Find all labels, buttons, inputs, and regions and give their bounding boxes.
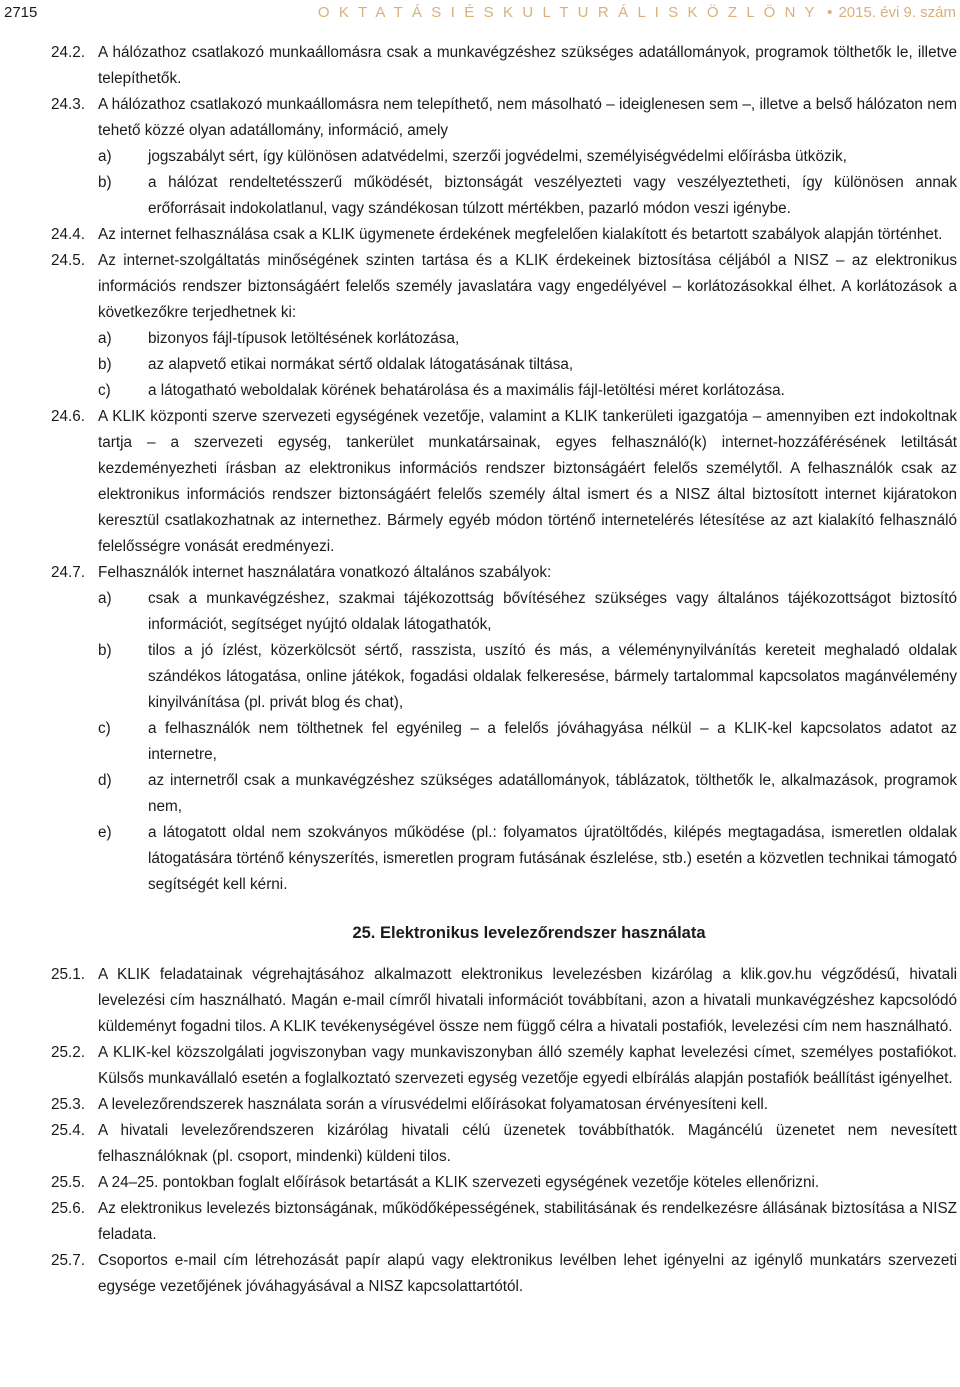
paragraph-24-4 [0,222,960,248]
list-item-label: a) [98,148,112,165]
paragraph-25-2 [0,1040,960,1092]
paragraph-25-3 [0,1092,960,1118]
paragraph-number: 25.7. [51,1252,86,1269]
list-item-text: tilos a jó ízlést, közerkölcsöt sértő, rasszista, uszító és más, a véleménynyilvánítás kereteit meghaladó oldalak szándékos látogatása, online játékok, fogadási oldalak felkeresése, bármely tartalommal kapcsolatos magánvélemény kinyilvánítása (pl. privát blog és chat), [148,642,957,711]
paragraph-24-7 [0,560,960,586]
list-item-text: a látogatható weboldalak körének behatárolása és a maximális fájl-letöltési méret korlátozása. [148,382,785,399]
paragraph-number: 25.3. [51,1096,86,1113]
paragraph-number: 25.1. [51,966,86,983]
list-item-text: az internetről csak a munkavégzéshez szükséges adatállományok, táblázatok, tölthetők le, alkalmazások, programok nem, [148,772,957,815]
paragraph-number: 25.6. [51,1200,86,1217]
list-item [0,638,960,716]
section-heading: 25. Elektronikus levelezőrendszer használata [352,924,706,942]
list-item [0,820,960,898]
paragraph-text: A KLIK-kel közszolgálati jogviszonyban vagy munkaviszonyban álló személy kaphat levelezési címet, személyes postafiókot. Külsős munkavállaló esetén a foglalkoztató szervezeti egység vezetője egyedi elbírálás alapján postafiók beállítást igényelhet. [98,1044,957,1087]
list-item-text: a felhasználók nem tölthetnek fel egyénileg – a felelős jóváhagyása nélkül – a KLIK-kel kapcsolatos adatot az internetre, [148,720,957,763]
list-item-label: d) [98,772,112,789]
paragraph-number: 24.2. [51,44,86,61]
paragraph-text: Az internet felhasználása csak a KLIK ügymenete érdekének megfelelően kialakított és betartott szabályok alapján történhet. [98,226,943,243]
list-item-text: az alapvető etikai normákat sértő oldalak látogatásának tiltása, [148,356,574,373]
list-item-label: e) [98,824,112,841]
list-item-text: bizonyos fájl-típusok letöltésének korlátozása, [148,330,460,347]
list-item [0,586,960,638]
journal-name: O K T A T Á S I É S K U L T U R Á L I S K Ö Z L Ö N Y [317,4,818,21]
paragraph-25-6 [0,1196,960,1248]
page-header [0,0,960,30]
list-item [0,144,960,170]
header-separator: • [827,4,833,21]
paragraph-25-1 [0,962,960,1040]
paragraph-text: Felhasználók internet használatára vonatkozó általános szabályok: [98,564,552,581]
paragraph-text: A KLIK feladatainak végrehajtásához alkalmazott elektronikus levelezésben kizárólag a klik.gov.hu végződésű, hivatali levelezési cím használható. Magán e-mail címről hivatali információt továbbítani, azon a hivatali munkavégzéshez kapcsolódó küldeményt fogadni tilos. A KLIK tevékenységével össze nem függő célra a hivatali postafiók, levelezési cím nem használható. [98,966,957,1035]
paragraph-text: A levelezőrendszerek használata során a vírusvédelmi előírásokat folyamatosan érvényesíteni kell. [98,1096,769,1113]
paragraph-text: Az internet-szolgáltatás minőségének szinten tartása és a KLIK érdekeinek biztosítása céljából a NISZ – az elektronikus információs rendszer biztonságáért felelős személy javaslatára vagy engedélyével – korlátozásokkal élhet. A korlátozások a következőkre terjedhetnek ki: [98,252,957,321]
list-item-text: a látogatott oldal nem szokványos működése (pl.: folyamatos újratöltődés, kilépés megtagadása, ismeretlen oldalak látogatására történő kényszerítés, ismeretlen program futásának észlelése, stb.) esetén a közvetlen technikai támogató segítségét kell kérni. [148,824,957,893]
paragraph-text: Az elektronikus levelezés biztonságának, működőképességének, stabilitásának és rendelkezésre állásának biztosítása a NISZ feladata. [98,1200,957,1243]
paragraph-24-2 [0,40,960,92]
issue-label: 2015. évi 9. szám [838,4,956,21]
document-body [0,40,960,1300]
list-item [0,326,960,352]
paragraph-number: 24.4. [51,226,86,243]
paragraph-number: 24.5. [51,252,86,269]
paragraph-24-5 [0,248,960,326]
paragraph-number: 25.2. [51,1044,86,1061]
paragraph-text: A hálózathoz csatlakozó munkaállomásra csak a munkavégzéshez szükséges adatállományok, programok tölthetők le, illetve telepíthetők. [98,44,957,87]
paragraph-text: Csoportos e-mail cím létrehozását papír alapú vagy elektronikus levélben lehet igényelni az igénylő munkatárs szervezeti egysége vezetőjének jóváhagyásával a NISZ kapcsolattartótól. [98,1252,957,1295]
list-item [0,716,960,768]
list-item-label: c) [98,720,111,737]
journal-title [318,0,956,26]
paragraph-24-6 [0,404,960,560]
paragraph-number: 24.3. [51,96,86,113]
list-item-label: b) [98,642,112,659]
list-item-label: a) [98,590,112,607]
paragraph-25-4 [0,1118,960,1170]
paragraph-text: A hivatali levelezőrendszeren kizárólag hivatali célú üzenetek továbbíthatók. Magáncélú üzenetet nem nevesített felhasználóknak (pl. csoport, mindenki) küldeni tilos. [98,1122,957,1165]
list-item [0,352,960,378]
page-number: 2715 [4,4,38,21]
paragraph-number: 24.7. [51,564,86,581]
paragraph-number: 25.4. [51,1122,86,1139]
paragraph-text: A KLIK központi szerve szervezeti egységének vezetője, valamint a KLIK tankerületi igazgatója – amennyiben ezt indokoltnak tartja – a szervezeti egység, tankerület munkatársainak, egyes felhasználó(k) internet-hozzáférésének letiltását kezdeményezheti írásban az elektronikus információs rendszer biztonságáért felelős személytől. A felhasználók csak az elektronikus információs rendszer biztonságáért felelős személy által ismert és a NISZ által biztosított internet kijáratokon keresztül csatlakozhatnak az internethez. Bármely egyéb módon történő internetelérés létesítése az azt kialakító felhasználó felelősségre vonását eredményezi. [98,408,957,555]
list-item-label: c) [98,382,111,399]
list-item [0,768,960,820]
list-item [0,170,960,222]
list-item [0,378,960,404]
list-item-label: b) [98,174,112,191]
paragraph-25-5 [0,1170,960,1196]
paragraph-24-3 [0,92,960,144]
list-item-label: a) [98,330,112,347]
paragraph-number: 24.6. [51,408,86,425]
list-item-label: b) [98,356,112,373]
list-item-text: a hálózat rendeltetésszerű működését, biztonságát veszélyezteti vagy veszélyeztetheti, így különösen annak erőforrásait indokolatlanul, vagy szándékosan túlzott mértékben, pazarló módon veszi igénybe. [148,174,957,217]
paragraph-text: A 24–25. pontokban foglalt előírások betartását a KLIK szervezeti egységének vezetője köteles ellenőrizni. [98,1174,820,1191]
list-item-text: csak a munkavégzéshez, szakmai tájékozottság bővítéséhez szükséges vagy általános tájékozottságot biztosító információt, segítséget nyújtó oldalak látogathatók, [148,590,957,633]
list-item-text: jogszabályt sért, így különösen adatvédelmi, szerzői jogvédelmi, személyiségvédelmi előírásba ütközik, [148,148,847,165]
paragraph-text: A hálózathoz csatlakozó munkaállomásra nem telepíthető, nem másolható – ideiglenesen sem –, illetve a belső hálózaton nem tehető közzé olyan adatállomány, információ, amely [98,96,957,139]
paragraph-25-7 [0,1248,960,1300]
paragraph-number: 25.5. [51,1174,86,1191]
